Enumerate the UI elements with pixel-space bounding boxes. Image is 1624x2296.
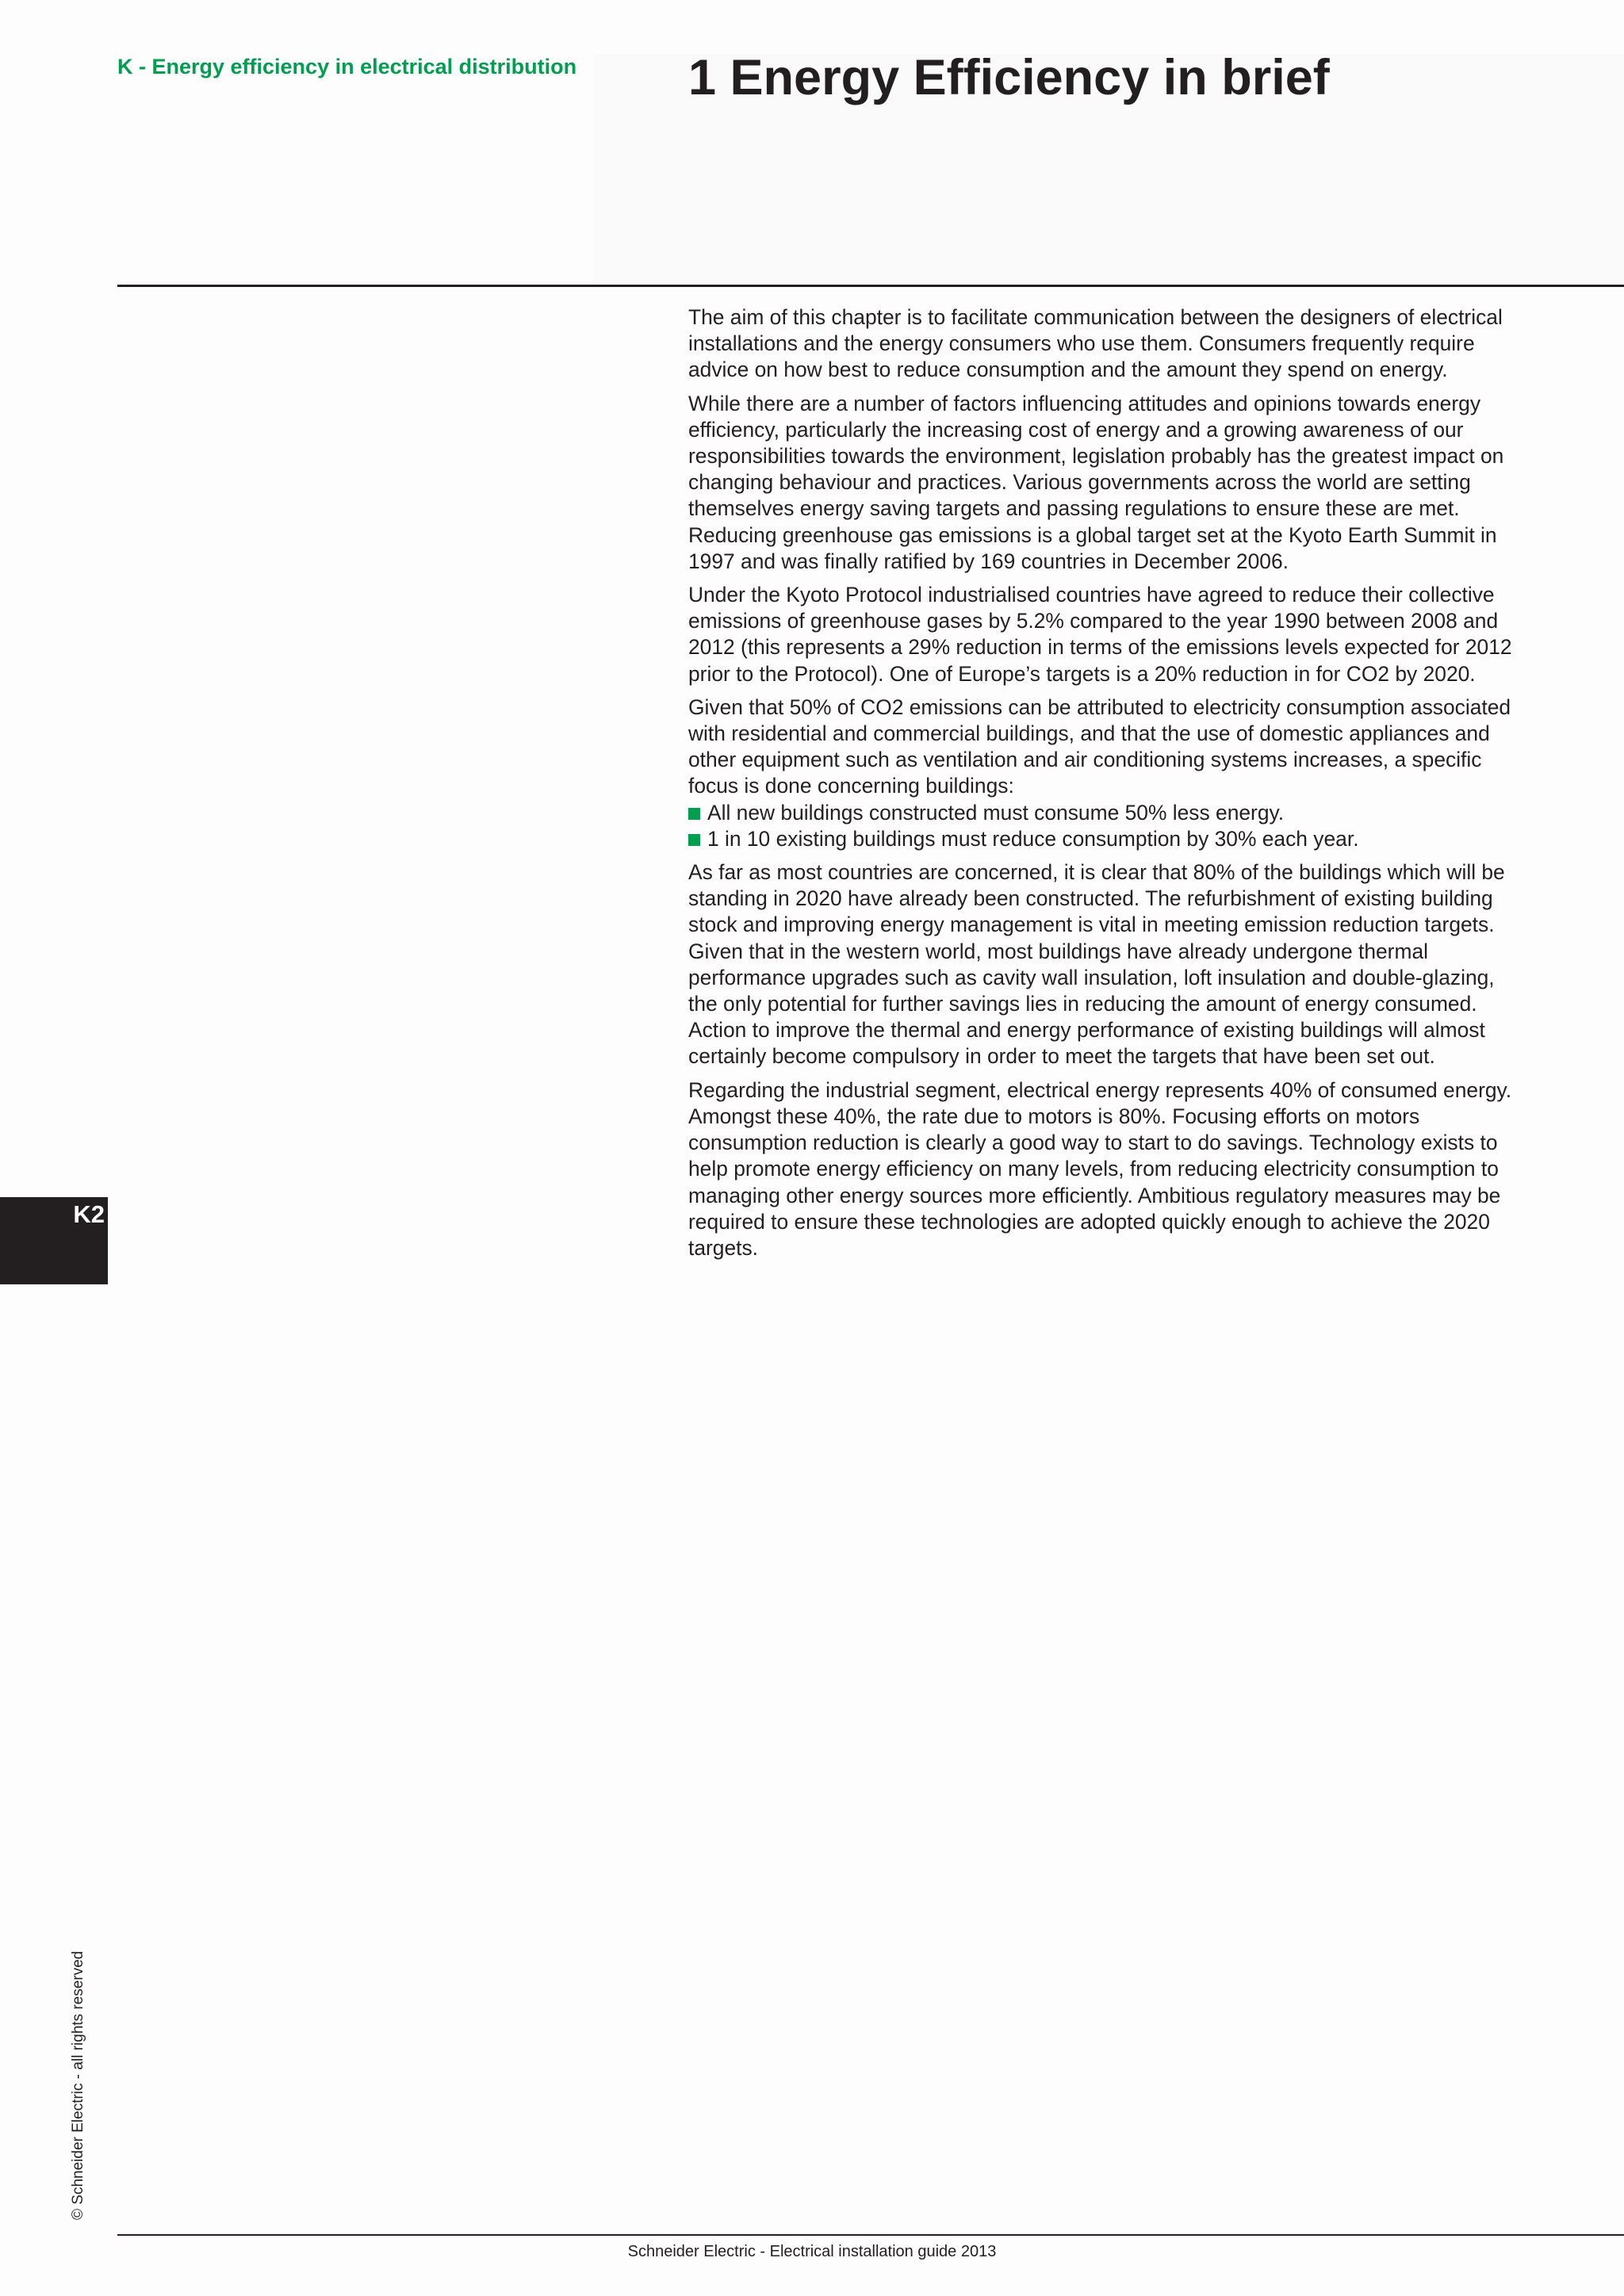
- bullet-text: 1 in 10 existing buildings must reduce consumption by 30% each year.: [707, 826, 1359, 851]
- green-square-bullet-icon: [688, 834, 700, 846]
- footer-text: Schneider Electric - Electrical installation guide 2013: [627, 2243, 997, 2260]
- bullet-list: [688, 800, 1517, 852]
- section-label: K - Energy efficiency in electrical distribution: [117, 55, 577, 78]
- body-paragraph: While there are a number of factors influencing attitudes and opinions towards energy efficiency, particularly the increasing cost of energy and a growing awareness of our responsibilities towards the environment, legislation probably has the greatest impact on changing behaviour and practices. Various governments across the world are setting themselves energy saving targets and passing regulations to ensure these are met. Reducing greenhouse gas emissions is a global target set at the Kyoto Earth Summit in 1997 and was finally ratified by 169 countries in December 2006.: [688, 391, 1504, 573]
- bullet-item: [688, 800, 1517, 826]
- copyright-notice: © Schneider Electric - all rights reserved: [70, 1950, 86, 2220]
- body-paragraph: Given that 50% of CO2 emissions can be attributed to electricity consumption associated with residential and commercial buildings, and that the use of domestic appliances and other equipment such as ventilation and air conditioning systems increases, a specific focus is done concerning buildings:: [688, 695, 1511, 798]
- bullet-text: All new buildings constructed must consume 50% less energy.: [707, 800, 1285, 825]
- body-paragraph: Regarding the industrial segment, electrical energy represents 40% of consumed energy. Amongst these 40%, the rate due to motors is 80%. Focusing efforts on motors consumption reduction is clearly a good way to start to do savings. Technology exists to help promote energy efficiency on many levels, from reducing electricity consumption to managing other energy sources more efficiently. Ambitious regulatory measures may be required to ensure these technologies are adopted quickly enough to achieve the 2020 targets.: [688, 1077, 1512, 1260]
- page-title: 1 Energy Efficiency in brief: [688, 50, 1330, 105]
- header-divider: [117, 285, 1624, 287]
- body-paragraph: Under the Kyoto Protocol industrialised countries have agreed to reduce their collective emissions of greenhouse gases by 5.2% compared to the year 1990 between 2008 and 2012 (this represents a 29% reduction in terms of the emissions levels expected for 2012 prior to the Protocol). One of Europe’s targets is a 20% reduction in for CO2 by 2020.: [688, 583, 1512, 686]
- footer-divider: [117, 2234, 1624, 2236]
- bullet-item: [688, 826, 1517, 852]
- page-number-tab: [0, 1197, 108, 1284]
- green-square-bullet-icon: [688, 808, 700, 820]
- body-paragraph: The aim of this chapter is to facilitate communication between the designers of electrical installations and the energy consumers who use them. Consumers frequently require advice on how best to reduce consumption and the amount they spend on energy.: [688, 305, 1503, 382]
- body-text-column: [688, 304, 1517, 1269]
- body-paragraph: As far as most countries are concerned, it is clear that 80% of the buildings which will be standing in 2020 have already been constructed. The refurbishment of existing building stock and improving energy management is vital in meeting emission reduction targets. Given that in the western world, most buildings have already undergone thermal performance upgrades such as cavity wall insulation, loft insulation and double-glazing, the only potential for further savings lies in reducing the amount of energy consumed. Action to improve the thermal and energy performance of existing buildings will almost certainly become compulsory in order to meet the targets that have been set out.: [688, 860, 1505, 1069]
- page-number-label: K2: [73, 1200, 105, 1228]
